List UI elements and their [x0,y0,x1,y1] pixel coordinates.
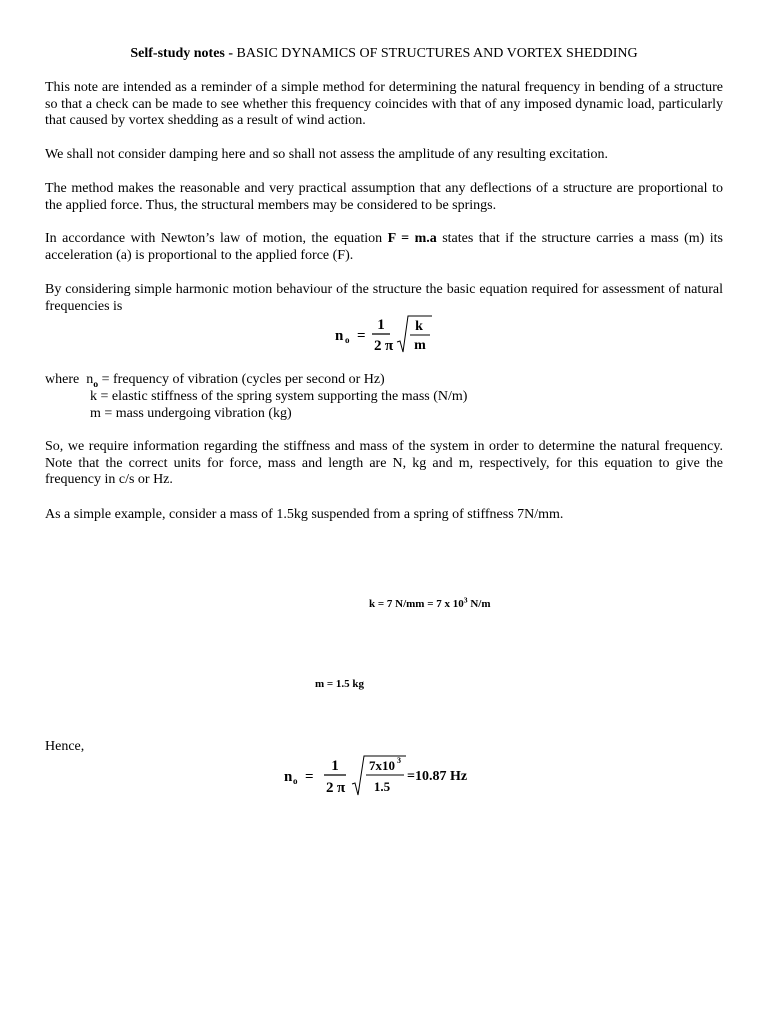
eq1-equals: = [357,328,366,344]
eq1-numerator: 1 [377,317,385,333]
newton-text-after: states that if the structure carries a mass (m) its acceleration (a) is proportional to the applied force (F). [45,231,724,263]
title-main: BASIC DYNAMICS OF STRUCTURES AND VORTEX SHEDDING [236,46,638,61]
newton-equation: F = m.a [387,231,437,246]
eq2-denominator-pi: π [337,780,346,796]
title-prefix: Self-study notes - [130,46,237,61]
paragraph-intro: This note are intended as a reminder of a simple method for determining the natural frequency in bending of a structure so that a check can be made to see whether this frequency coincides with that of any imposed dynamic load, particularly that caused by vortex shedding as a result of wind action. [45,80,723,128]
eq1-root-denominator: m [414,338,426,353]
hence-label: Hence, [45,739,85,754]
eq2-lhs-sub: o [293,776,298,786]
mass-label: m = 1.5 kg [315,678,365,690]
definition-n0 [45,371,385,388]
paragraph-example: As a simple example, consider a mass of 1.5kg suspended from a spring of stiffness 7N/mm. [45,507,564,522]
definition-k: k = elastic stiffness of the spring system supporting the mass (N/m) [90,389,468,404]
n0-definition: = frequency of vibration (cycles per second or Hz) [98,372,385,387]
newton-text-before: In accordance with Newton’s law of motion, the equation [45,231,388,246]
paragraph-damping: We shall not consider damping here and so shall not assess the amplitude of any resulting excitation. [45,147,609,162]
eq1-lhs-sub: o [345,335,350,345]
eq2-denominator-2: 2 [326,780,334,796]
eq2-lhs: n [284,769,293,785]
eq2-numerator: 1 [331,758,339,774]
definition-m: m = mass undergoing vibration (kg) [90,406,292,421]
worked-example-equation [280,752,490,798]
paragraph-requirements: So, we require information regarding the stiffness and mass of the system in order to determine the natural frequency. Note that the correct units for force, mass and length are N, kg and m, respectively, for this equation to give the frequency in c/s or Hz. [45,439,723,487]
eq1-denominator-pi: π [385,338,394,354]
eq2-equals: = [305,769,314,785]
paragraph-newton [45,231,723,264]
where-label: where [45,372,80,387]
n0-symbol: n [86,372,94,387]
eq2-result: =10.87 Hz [407,769,468,784]
paragraph-method: The method makes the reasonable and very practical assumption that any deflections of a structure are proportional to the applied force. Thus, the structural members may be considered to be springs. [45,181,723,213]
eq1-root-numerator: k [415,319,423,334]
spring-stiffness-label: k = 7 N/mm = 7 x $10^3$ N/m [369,595,491,610]
eq2-root-numerator-exp: 3 [397,756,401,765]
natural-frequency-equation [330,312,440,356]
n0-subscript: o [93,378,99,390]
paragraph-shm: By considering simple harmonic motion behaviour of the structure the basic equation required for assessment of natural frequencies is [45,282,723,314]
eq1-lhs: n [335,328,344,344]
page-title [0,45,768,62]
eq2-root-numerator: 7x10 [369,758,395,773]
eq2-root-denominator: 1.5 [373,779,391,794]
eq1-denominator-2: 2 [374,338,382,354]
